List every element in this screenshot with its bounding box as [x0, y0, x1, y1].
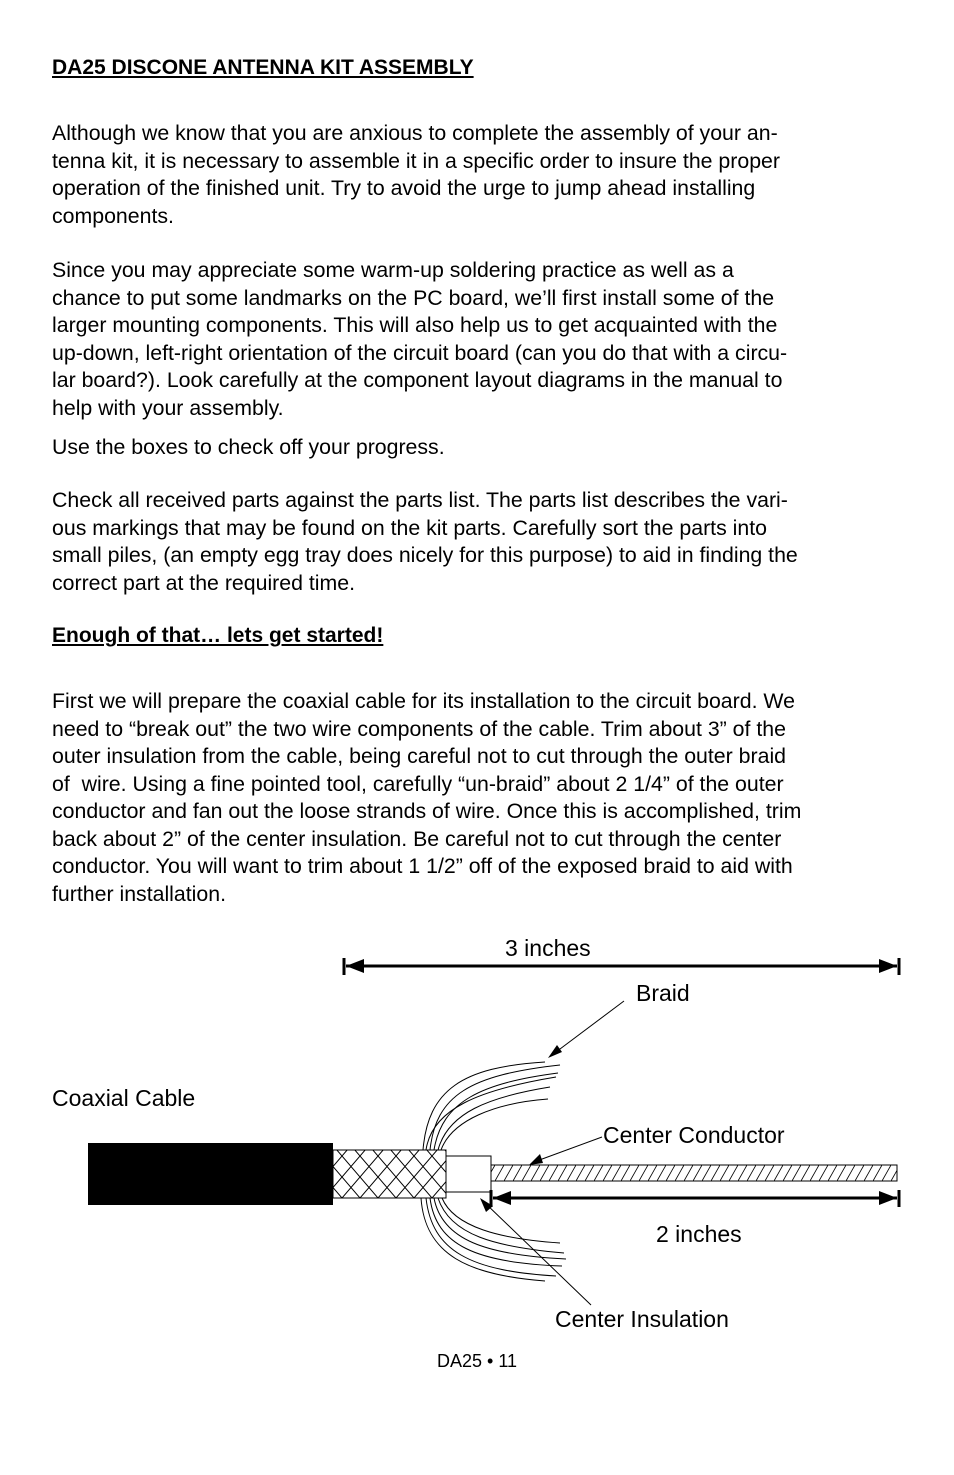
text-line: conductor and fan out the loose strands of wire. Once this is accomplished, trim [52, 799, 802, 823]
text-line: back about 2” of the center insulation. Be careful not to cut through the center [52, 826, 782, 851]
text-line: components. [52, 203, 174, 228]
braid-leader-arrow [548, 1001, 624, 1058]
text-line: outer insulation from the cable, being careful not to cut through the outer braid [52, 744, 787, 768]
checkbox-paragraph [52, 434, 912, 462]
center-conductor-label: Center Conductor [603, 1122, 785, 1148]
center-insulation-label: Center Insulation [555, 1306, 729, 1332]
text-line: Check all received parts against the parts list. The parts list describes the vari- [52, 488, 788, 512]
braid-label: Braid [636, 980, 690, 1006]
text-line: ous markings that may be found on the kit parts. Carefully sort the parts into [52, 515, 767, 540]
text-line: First we will prepare the coaxial cable for its installation to the circuit board. We [52, 689, 795, 713]
outer-insulation [88, 1143, 333, 1205]
section-subheading: Enough of that… lets get started! [52, 624, 384, 647]
text-line: need to “break out” the two wire components of the cable. Trim about 3” of the [52, 716, 786, 741]
text-line: Since you may appreciate some warm-up soldering practice as well as a [52, 258, 734, 282]
soldering-paragraph [52, 257, 912, 422]
text-line: Although we know that you are anxious to complete the assembly of your an- [52, 121, 778, 145]
text-line: lar board?). Look carefully at the component layout diagrams in the manual to [52, 368, 783, 392]
center-conductor-leader-arrow [529, 1137, 602, 1165]
two-inches-label: 2 inches [656, 1221, 742, 1247]
page-title: DA25 DISCONE ANTENNA KIT ASSEMBLY [52, 56, 474, 79]
coaxial-cable-diagram [0, 925, 954, 1345]
text-line: Use the boxes to check off your progress. [52, 435, 445, 459]
three-inch-dimension [344, 958, 899, 975]
text-line: of wire. Using a fine pointed tool, carefully “un-braid” about 2 1/4” of the outer [52, 771, 784, 796]
text-line: larger mounting components. This will also help us to get acquainted with the [52, 313, 778, 337]
two-inch-dimension [491, 1190, 899, 1207]
text-line: help with your assembly. [52, 395, 284, 420]
coaxial-cable-label: Coaxial Cable [52, 1085, 196, 1111]
coax-instructions [52, 688, 912, 908]
text-line: chance to put some landmarks on the PC board, we’ll first install some of the [52, 285, 775, 310]
text-line: correct part at the required time. [52, 570, 356, 595]
intro-paragraph [52, 120, 912, 230]
braid-section [333, 1150, 446, 1198]
text-line: further installation. [52, 881, 227, 906]
text-line: operation of the finished unit. Try to avoid the urge to jump ahead installing [52, 176, 756, 200]
parts-paragraph [52, 487, 912, 597]
center-conductor [491, 1165, 897, 1181]
text-line: conductor. You will want to trim about 1 1/2” off of the exposed braid to aid with [52, 854, 793, 878]
center-insulation [446, 1156, 491, 1192]
text-line: small piles, (an empty egg tray does nicely for this purpose) to aid in finding the [52, 543, 798, 567]
three-inches-label: 3 inches [505, 935, 591, 961]
center-insulation-leader-arrow [480, 1198, 591, 1305]
text-line: up-down, left-right orientation of the circuit board (can you do that with a circu- [52, 340, 788, 365]
text-line: tenna kit, it is necessary to assemble it in a specific order to insure the proper [52, 148, 780, 173]
page-footer: DA25 • 11 [436, 1351, 517, 1371]
